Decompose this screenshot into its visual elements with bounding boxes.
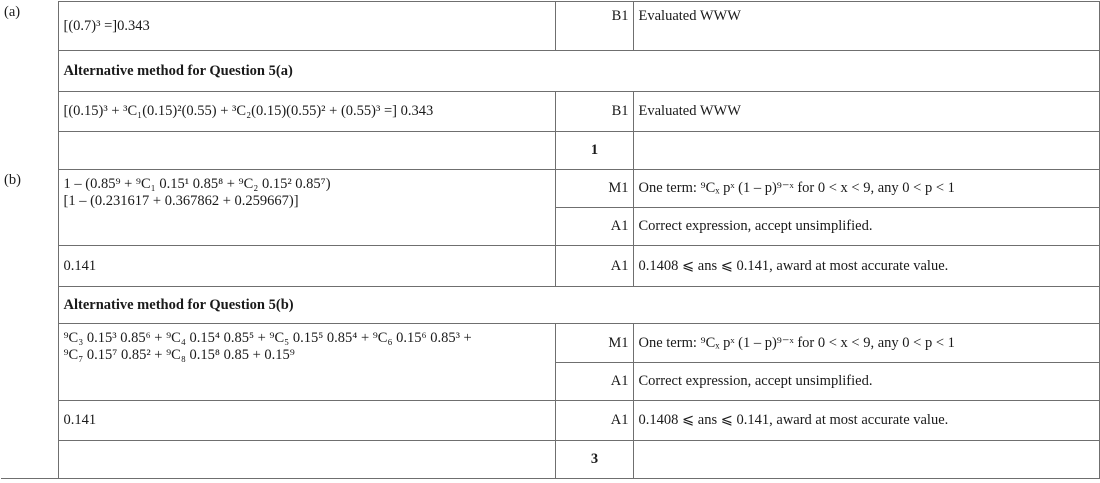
answer-cell: [(0.15)³ + ³C₁(0.15)²(0.55) + ³C₂(0.15)(0.55)² + (0.55)³ =] 0.343 xyxy=(58,92,555,132)
answer-cell xyxy=(58,170,555,246)
answer-line: ⁹C₃ 0.15³ 0.85⁶ + ⁹C₄ 0.15⁴ 0.85⁵ + ⁹C₅ 0.15⁵ 0.85⁴ + ⁹C₆ 0.15⁶ 0.85³ + xyxy=(63,330,472,346)
answer-cell: 0.141 xyxy=(58,401,555,441)
table-row xyxy=(1,401,1099,441)
table-row xyxy=(1,51,1099,92)
answer-cell: 0.141 xyxy=(58,246,555,287)
answer-line: ⁹C₇ 0.15⁷ 0.85² + ⁹C₈ 0.15⁸ 0.85 + 0.15⁹ xyxy=(63,347,295,363)
total-marks: 1 xyxy=(555,132,633,170)
mark-cell: M1 xyxy=(555,324,633,363)
part-label-b: (b) xyxy=(1,170,58,208)
mark-cell: A1 xyxy=(555,208,633,246)
table-row xyxy=(1,324,1099,363)
total-marks: 3 xyxy=(555,441,633,479)
answer-text: [(0.7)³ =]0.343 xyxy=(63,17,150,34)
answer-line: [1 – (0.231617 + 0.367862 + 0.259667)] xyxy=(63,193,299,209)
mark-cell: B1 xyxy=(555,2,633,51)
guidance-cell: Correct expression, accept unsimplified. xyxy=(633,208,1099,246)
guidance-cell: Evaluated WWW xyxy=(633,2,1099,51)
mark-cell: A1 xyxy=(555,246,633,287)
table-row xyxy=(1,170,1099,208)
table-row xyxy=(1,2,1099,51)
answer-line: 1 – (0.85⁹ + ⁹C₁ 0.15¹ 0.85⁸ + ⁹C₂ 0.15² 0.85⁷) xyxy=(63,176,331,192)
guidance-cell: One term: ⁹Cₓ pˣ (1 – p)⁹⁻ˣ for 0 < x < 9, any 0 < p < 1 xyxy=(633,324,1099,363)
table-row xyxy=(1,132,1099,170)
table-row xyxy=(1,441,1099,479)
guidance-cell: Evaluated WWW xyxy=(633,92,1099,132)
answer-cell xyxy=(58,324,555,401)
table-row xyxy=(1,287,1099,324)
mark-scheme-table xyxy=(1,1,1100,479)
alt-method-heading: Alternative method for Question 5(b) xyxy=(58,287,1099,324)
mark-cell: B1 xyxy=(555,92,633,132)
table-row xyxy=(1,246,1099,287)
table-row xyxy=(1,92,1099,132)
mark-cell: A1 xyxy=(555,401,633,441)
alt-method-heading: Alternative method for Question 5(a) xyxy=(58,51,1099,92)
guidance-cell: One term: ⁹Cₓ pˣ (1 – p)⁹⁻ˣ for 0 < x < 9, any 0 < p < 1 xyxy=(633,170,1099,208)
guidance-cell: 0.1408 ⩽ ans ⩽ 0.141, award at most accurate value. xyxy=(633,246,1099,287)
guidance-cell: Correct expression, accept unsimplified. xyxy=(633,363,1099,401)
answer-cell xyxy=(58,2,555,51)
guidance-cell: 0.1408 ⩽ ans ⩽ 0.141, award at most accurate value. xyxy=(633,401,1099,441)
part-label-a: (a) xyxy=(1,2,58,51)
mark-cell: M1 xyxy=(555,170,633,208)
mark-cell: A1 xyxy=(555,363,633,401)
